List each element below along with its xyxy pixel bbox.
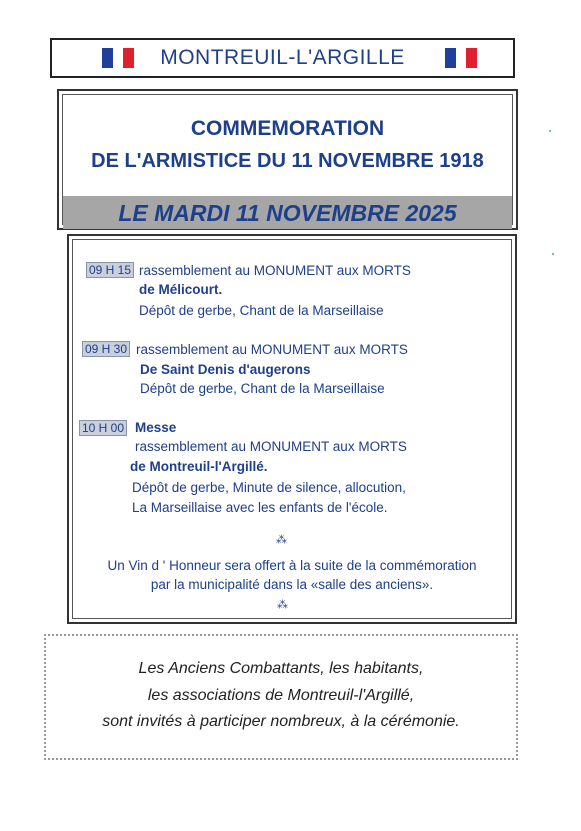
program-line: rassemblement au MONUMENT aux MORTS — [136, 342, 408, 357]
program-box — [67, 234, 517, 624]
commemoration-subtitle: DE L'ARMISTICE DU 11 NOVEMBRE 1918 — [91, 150, 484, 172]
program-line: Dépôt de gerbe, Chant de la Marseillaise — [139, 303, 384, 318]
program-line: rassemblement au MONUMENT aux MORTS — [139, 263, 411, 278]
event-date: LE MARDI 11 NOVEMBRE 2025 — [118, 200, 457, 226]
program-inner-frame — [72, 239, 512, 619]
town-title: MONTREUIL-L'ARGILLE — [160, 46, 405, 69]
commemoration-title: COMMEMORATION — [190, 117, 385, 140]
program-line: Messe — [135, 420, 177, 435]
commemoration-inner-frame — [62, 94, 513, 225]
program-line: La Marseillaise avec les enfants de l'école. — [132, 500, 388, 515]
program-line: De Saint Denis d'augerons — [140, 362, 311, 377]
ornament-icon: ⁂ — [276, 534, 287, 546]
invitation-line: Les Anciens Combattants, les habitants, — [138, 660, 424, 677]
program-line: rassemblement au MONUMENT aux MORTS — [135, 439, 407, 454]
ornament-icon: ⁂ — [277, 599, 288, 611]
time-badge: 09 H 15 — [86, 262, 134, 278]
program-line: Dépôt de gerbe, Minute de silence, allocution, — [132, 480, 406, 495]
time-badge: 09 H 30 — [82, 341, 130, 357]
commemoration-box — [57, 89, 518, 230]
french-flag-icon — [445, 48, 477, 68]
invitation-line: les associations de Montreuil-l'Argillé, — [147, 687, 415, 704]
scan-speck — [552, 253, 554, 255]
vin-honneur-line: Un Vin d ' Honneur sera offert à la suite de la commémoration — [107, 558, 477, 573]
vin-honneur-line: par la municipalité dans la «salle des anciens». — [150, 577, 434, 592]
time-badge: 10 H 00 — [79, 420, 127, 436]
scan-speck — [549, 130, 551, 132]
header-box — [50, 38, 515, 78]
program-line: de Montreuil-l'Argillé. — [130, 459, 268, 474]
invitation-box — [44, 634, 518, 760]
date-band — [63, 196, 512, 229]
invitation-line: sont invités à participer nombreux, à la cérémonie. — [102, 713, 460, 730]
program-line: de Mélicourt. — [139, 282, 223, 297]
program-line: Dépôt de gerbe, Chant de la Marseillaise — [140, 381, 385, 396]
